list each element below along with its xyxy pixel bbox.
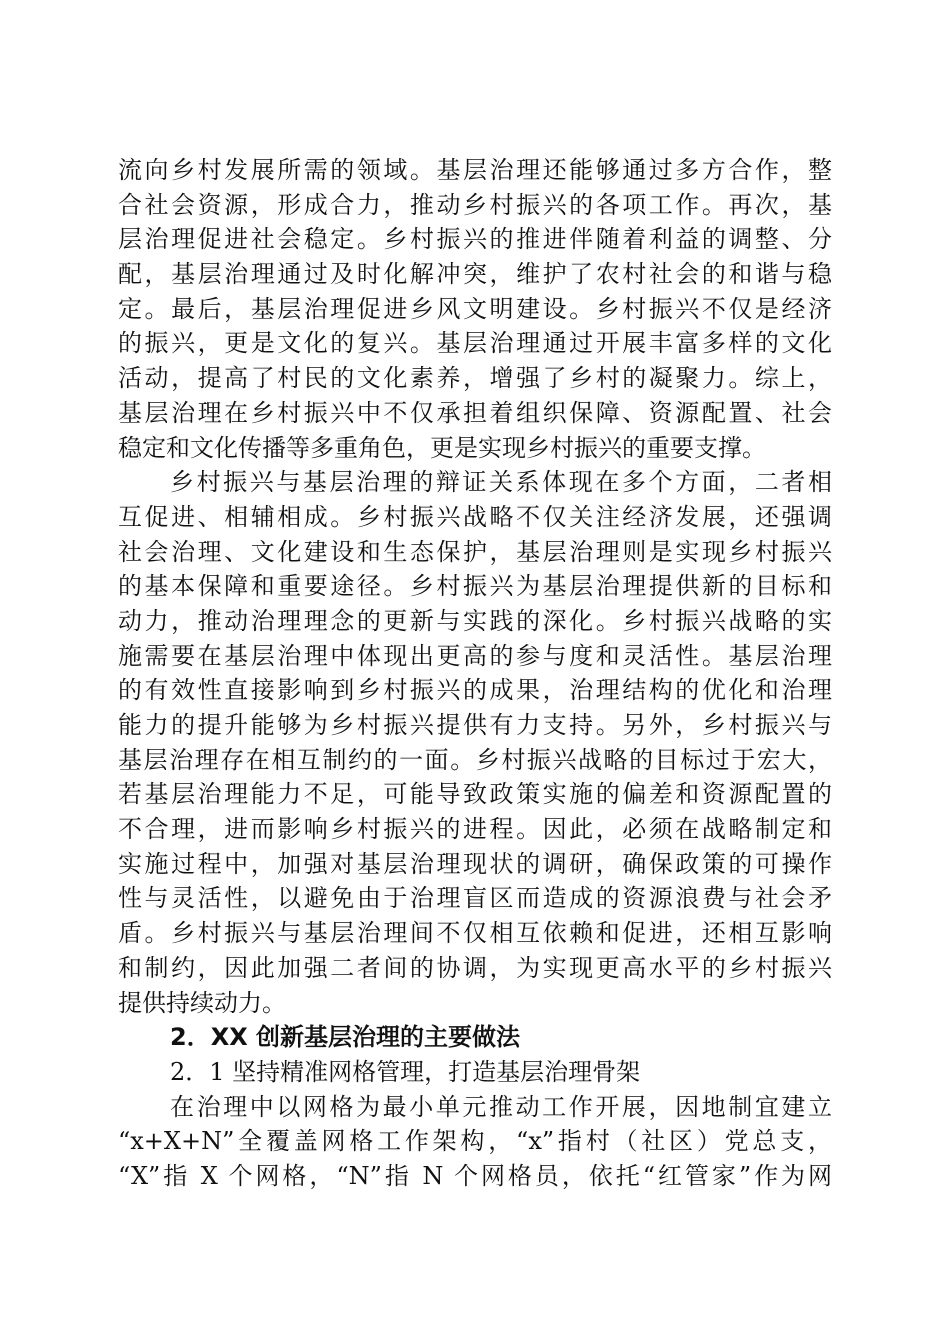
text-line: 流向乡村发展所需的领域。基层治理还能够通过多方合作，整 bbox=[118, 156, 832, 184]
text-line: 合社会资源，形成合力，推动乡村振兴的各项工作。再次，基 bbox=[118, 190, 832, 219]
document-page bbox=[118, 153, 832, 1194]
text-line: 层治理促进社会稳定。乡村振兴的推进伴随着利益的调整、分 bbox=[118, 225, 832, 254]
paragraph-grid-management bbox=[118, 1090, 832, 1194]
text-line: 动力，推动治理理念的更新与实践的深化。乡村振兴战略的实 bbox=[118, 606, 832, 635]
paragraph-dialectical-relationship bbox=[118, 465, 832, 1020]
text-line: 乡村振兴与基层治理的辩证关系体现在多个方面，二者相 bbox=[170, 468, 832, 497]
section-heading: 2．XX 创新基层治理的主要做法 bbox=[170, 1023, 521, 1052]
text-line: 提供持续动力。 bbox=[118, 988, 286, 1017]
paragraph-role-of-governance bbox=[118, 153, 832, 465]
text-line: 定。最后，基层治理促进乡风文明建设。乡村振兴不仅是经济 bbox=[118, 294, 832, 323]
text-line: 施需要在基层治理中体现出更高的参与度和灵活性。基层治理 bbox=[118, 641, 832, 670]
text-line: 活动，提高了村民的文化素养，增强了乡村的凝聚力。综上， bbox=[118, 364, 832, 393]
text-line: 稳定和文化传播等多重角色，更是实现乡村振兴的重要支撑。 bbox=[118, 433, 766, 462]
text-line: 的振兴，更是文化的复兴。基层治理通过开展丰富多样的文化 bbox=[118, 329, 832, 358]
text-line: 盾。乡村振兴与基层治理间不仅相互依赖和促进，还相互影响 bbox=[118, 919, 832, 948]
text-line: “x+X+N”全覆盖网格工作架构，“x”指村（社区）党总支， bbox=[118, 1127, 832, 1156]
text-line: 若基层治理能力不足，可能导致政策实施的偏差和资源配置的 bbox=[118, 780, 832, 809]
text-line: 能力的提升能够为乡村振兴提供有力支持。另外，乡村振兴与 bbox=[118, 711, 832, 739]
text-line: 和制约，因此加强二者间的协调，为实现更高水平的乡村振兴 bbox=[118, 953, 832, 982]
text-line: 配，基层治理通过及时化解冲突，维护了农村社会的和谐与稳 bbox=[118, 260, 832, 289]
text-line: 实施过程中，加强对基层治理现状的调研，确保政策的可操作 bbox=[118, 849, 832, 878]
subsection-heading: 2．1 坚持精准网格管理，打造基层治理骨架 bbox=[170, 1057, 641, 1086]
text-line: 性与灵活性，以避免由于治理盲区而造成的资源浪费与社会矛 bbox=[118, 884, 832, 913]
text-line: 不合理，进而影响乡村振兴的进程。因此，必须在战略制定和 bbox=[118, 815, 832, 844]
text-line: 互促进、相辅相成。乡村振兴战略不仅关注经济发展，还强调 bbox=[118, 502, 832, 531]
text-line: 的基本保障和重要途径。乡村振兴为基层治理提供新的目标和 bbox=[118, 572, 832, 601]
text-line: 社会治理、文化建设和生态保护，基层治理则是实现乡村振兴 bbox=[118, 537, 832, 566]
text-line: 基层治理存在相互制约的一面。乡村振兴战略的目标过于宏大， bbox=[118, 745, 832, 774]
text-line: 的有效性直接影响到乡村振兴的成果，治理结构的优化和治理 bbox=[118, 676, 832, 705]
text-line: “X”指 X 个网格，“N”指 N 个网格员，依托“红管家”作为网 bbox=[118, 1161, 832, 1190]
text-line: 基层治理在乡村振兴中不仅承担着组织保障、资源配置、社会 bbox=[118, 398, 832, 427]
text-line: 在治理中以网格为最小单元推动工作开展，因地制宜建立 bbox=[170, 1092, 832, 1121]
